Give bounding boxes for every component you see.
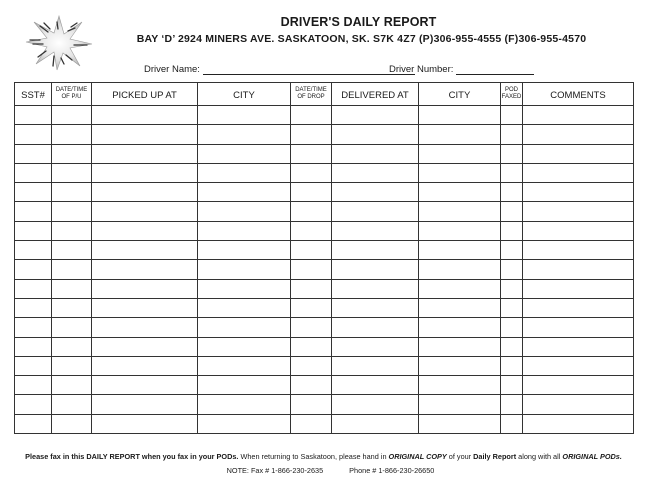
cell-comments[interactable] <box>523 318 634 337</box>
cell-pod-faxed[interactable] <box>501 337 523 356</box>
cell-picked-up-at[interactable] <box>92 106 198 125</box>
cell-delivery-city[interactable] <box>419 183 501 202</box>
cell-delivery-city[interactable] <box>419 318 501 337</box>
cell-delivered-at[interactable] <box>332 376 419 395</box>
cell-picked-up-at[interactable] <box>92 202 198 221</box>
cell-pod-faxed[interactable] <box>501 260 523 279</box>
table-row <box>15 163 634 182</box>
table-row <box>15 395 634 414</box>
table-row <box>15 144 634 163</box>
cell-date-pu[interactable] <box>52 202 92 221</box>
cell-pod-faxed[interactable] <box>501 183 523 202</box>
cell-comments[interactable] <box>523 356 634 375</box>
cell-picked-up-at[interactable] <box>92 298 198 317</box>
cell-picked-up-at[interactable] <box>92 395 198 414</box>
cell-delivered-at[interactable] <box>332 279 419 298</box>
cell-pod-faxed[interactable] <box>501 356 523 375</box>
table-row <box>15 279 634 298</box>
cell-delivery-city[interactable] <box>419 414 501 433</box>
cell-pod-faxed[interactable] <box>501 202 523 221</box>
cell-pod-faxed[interactable] <box>501 221 523 240</box>
cell-sst[interactable] <box>15 298 52 317</box>
cell-picked-up-at[interactable] <box>92 163 198 182</box>
report-table <box>14 82 634 434</box>
cell-date-pu[interactable] <box>52 183 92 202</box>
cell-date-drop[interactable] <box>291 279 332 298</box>
cell-picked-up-at[interactable] <box>92 183 198 202</box>
cell-pod-faxed[interactable] <box>501 144 523 163</box>
cell-comments[interactable] <box>523 202 634 221</box>
cell-picked-up-at[interactable] <box>92 414 198 433</box>
cell-pickup-city[interactable] <box>198 106 291 125</box>
cell-delivery-city[interactable] <box>419 337 501 356</box>
cell-delivered-at[interactable] <box>332 106 419 125</box>
cell-pickup-city[interactable] <box>198 183 291 202</box>
cell-pickup-city[interactable] <box>198 356 291 375</box>
table-row <box>15 183 634 202</box>
cell-pod-faxed[interactable] <box>501 163 523 182</box>
cell-delivered-at[interactable] <box>332 337 419 356</box>
cell-delivered-at[interactable] <box>332 260 419 279</box>
instruction-emphasis-1: ORIGINAL COPY <box>388 452 447 461</box>
cell-delivery-city[interactable] <box>419 241 501 260</box>
table-row <box>15 260 634 279</box>
cell-date-drop[interactable] <box>291 144 332 163</box>
footer-contact-note <box>0 466 647 475</box>
cell-sst[interactable] <box>15 221 52 240</box>
cell-sst[interactable] <box>15 260 52 279</box>
cell-comments[interactable] <box>523 183 634 202</box>
cell-pod-faxed[interactable] <box>501 106 523 125</box>
cell-comments[interactable] <box>523 414 634 433</box>
cell-delivery-city[interactable] <box>419 376 501 395</box>
col-header-comments: COMMENTS <box>523 83 634 106</box>
cell-date-drop[interactable] <box>291 356 332 375</box>
cell-picked-up-at[interactable] <box>92 125 198 144</box>
cell-sst[interactable] <box>15 318 52 337</box>
cell-date-pu[interactable] <box>52 356 92 375</box>
cell-sst[interactable] <box>15 279 52 298</box>
report-title: DRIVER'S DAILY REPORT <box>280 15 437 29</box>
cell-sst[interactable] <box>15 106 52 125</box>
cell-delivered-at[interactable] <box>332 395 419 414</box>
cell-date-drop[interactable] <box>291 260 332 279</box>
table-row <box>15 318 634 337</box>
cell-comments[interactable] <box>523 106 634 125</box>
phone-number: Phone # 1-866-230-26650 <box>349 466 435 475</box>
cell-date-pu[interactable] <box>52 260 92 279</box>
instruction-bold-1: Please fax in this DAILY REPORT when you fax in your PODs. <box>25 452 239 461</box>
cell-sst[interactable] <box>15 202 52 221</box>
cell-date-pu[interactable] <box>52 298 92 317</box>
cell-sst[interactable] <box>15 241 52 260</box>
cell-date-pu[interactable] <box>52 337 92 356</box>
cell-date-pu[interactable] <box>52 414 92 433</box>
cell-pod-faxed[interactable] <box>501 298 523 317</box>
cell-comments[interactable] <box>523 163 634 182</box>
driver-number-input[interactable] <box>456 64 534 75</box>
cell-delivery-city[interactable] <box>419 298 501 317</box>
driver-name-field[interactable] <box>144 64 415 75</box>
cell-date-drop[interactable] <box>291 106 332 125</box>
cell-delivery-city[interactable] <box>419 163 501 182</box>
cell-date-pu[interactable] <box>52 106 92 125</box>
cell-comments[interactable] <box>523 241 634 260</box>
cell-delivered-at[interactable] <box>332 144 419 163</box>
table-body <box>15 106 634 434</box>
cell-date-pu[interactable] <box>52 395 92 414</box>
cell-delivery-city[interactable] <box>419 106 501 125</box>
table-row <box>15 221 634 240</box>
cell-delivery-city[interactable] <box>419 125 501 144</box>
table-row <box>15 414 634 433</box>
cell-pod-faxed[interactable] <box>501 395 523 414</box>
table-row <box>15 125 634 144</box>
cell-comments[interactable] <box>523 221 634 240</box>
cell-picked-up-at[interactable] <box>92 279 198 298</box>
cell-sst[interactable] <box>15 376 52 395</box>
cell-date-drop[interactable] <box>291 376 332 395</box>
cell-sst[interactable] <box>15 144 52 163</box>
col-header-date-drop: DATE/TIME OF DROP <box>291 83 332 106</box>
driver-name-label: Driver Name: <box>144 64 200 75</box>
cell-sst[interactable] <box>15 414 52 433</box>
cell-delivery-city[interactable] <box>419 260 501 279</box>
cell-pickup-city[interactable] <box>198 144 291 163</box>
cell-date-pu[interactable] <box>52 125 92 144</box>
cell-picked-up-at[interactable] <box>92 376 198 395</box>
cell-pickup-city[interactable] <box>198 279 291 298</box>
col-header-sst: SST# <box>15 83 52 106</box>
cell-pickup-city[interactable] <box>198 125 291 144</box>
cell-date-drop[interactable] <box>291 318 332 337</box>
cell-comments[interactable] <box>523 376 634 395</box>
cell-pod-faxed[interactable] <box>501 125 523 144</box>
cell-date-drop[interactable] <box>291 337 332 356</box>
driver-name-input[interactable] <box>203 64 415 75</box>
driver-number-label: Driver Number: <box>389 64 454 75</box>
table-row <box>15 356 634 375</box>
cell-date-pu[interactable] <box>52 318 92 337</box>
cell-date-pu[interactable] <box>52 163 92 182</box>
cell-pod-faxed[interactable] <box>501 279 523 298</box>
cell-delivered-at[interactable] <box>332 298 419 317</box>
cell-sst[interactable] <box>15 356 52 375</box>
cell-date-drop[interactable] <box>291 241 332 260</box>
cell-date-drop[interactable] <box>291 395 332 414</box>
col-header-pod-faxed: POD FAXED <box>501 83 523 106</box>
cell-delivery-city[interactable] <box>419 202 501 221</box>
instruction-emphasis-2: ORIGINAL PODs. <box>562 452 622 461</box>
cell-picked-up-at[interactable] <box>92 144 198 163</box>
cell-pickup-city[interactable] <box>198 163 291 182</box>
table-row <box>15 376 634 395</box>
fax-number: NOTE: Fax # 1-866-230-2635 <box>226 466 324 475</box>
table-row <box>15 337 634 356</box>
cell-comments[interactable] <box>523 298 634 317</box>
cell-pod-faxed[interactable] <box>501 414 523 433</box>
cell-pickup-city[interactable] <box>198 241 291 260</box>
col-header-date-pu: DATE/TIME OF P/U <box>52 83 92 106</box>
col-header-delivered-at: DELIVERED AT <box>332 83 419 106</box>
cell-pickup-city[interactable] <box>198 318 291 337</box>
cell-date-pu[interactable] <box>52 144 92 163</box>
col-header-delivery-city: CITY <box>419 83 501 106</box>
table-row <box>15 241 634 260</box>
cell-comments[interactable] <box>523 337 634 356</box>
cell-pod-faxed[interactable] <box>501 318 523 337</box>
cell-date-pu[interactable] <box>52 241 92 260</box>
cell-sst[interactable] <box>15 395 52 414</box>
cell-date-drop[interactable] <box>291 125 332 144</box>
cell-sst[interactable] <box>15 183 52 202</box>
cell-picked-up-at[interactable] <box>92 318 198 337</box>
cell-date-pu[interactable] <box>52 221 92 240</box>
cell-pod-faxed[interactable] <box>501 376 523 395</box>
cell-picked-up-at[interactable] <box>92 260 198 279</box>
cell-delivered-at[interactable] <box>332 414 419 433</box>
cell-date-pu[interactable] <box>52 279 92 298</box>
cell-delivery-city[interactable] <box>419 144 501 163</box>
cell-comments[interactable] <box>523 279 634 298</box>
cell-sst[interactable] <box>15 125 52 144</box>
cell-pickup-city[interactable] <box>198 221 291 240</box>
cell-picked-up-at[interactable] <box>92 241 198 260</box>
cell-delivered-at[interactable] <box>332 125 419 144</box>
cell-delivery-city[interactable] <box>419 356 501 375</box>
cell-sst[interactable] <box>15 163 52 182</box>
cell-delivered-at[interactable] <box>332 356 419 375</box>
cell-date-drop[interactable] <box>291 202 332 221</box>
cell-pickup-city[interactable] <box>198 298 291 317</box>
cell-date-drop[interactable] <box>291 298 332 317</box>
cell-pickup-city[interactable] <box>198 395 291 414</box>
instruction-text-1: When returning to Saskatoon, please hand in <box>238 452 389 461</box>
col-header-picked-up-at: PICKED UP AT <box>92 83 198 106</box>
cell-date-drop[interactable] <box>291 163 332 182</box>
cell-pickup-city[interactable] <box>198 260 291 279</box>
cell-delivered-at[interactable] <box>332 221 419 240</box>
cell-picked-up-at[interactable] <box>92 337 198 356</box>
driver-number-field[interactable] <box>389 64 534 75</box>
cell-pickup-city[interactable] <box>198 337 291 356</box>
company-address: BAY ‘D’ 2924 MINERS AVE. SASKATOON, SK. S7K 4Z7 (P)306-955-4555 (F)306-955-4570 <box>136 33 587 45</box>
cell-delivery-city[interactable] <box>419 221 501 240</box>
cell-date-drop[interactable] <box>291 183 332 202</box>
instruction-bold-2: Daily Report <box>473 452 517 461</box>
cell-delivered-at[interactable] <box>332 163 419 182</box>
cell-pod-faxed[interactable] <box>501 241 523 260</box>
table-row <box>15 202 634 221</box>
instruction-text-2: of your <box>446 452 474 461</box>
cell-pickup-city[interactable] <box>198 376 291 395</box>
cell-delivery-city[interactable] <box>419 395 501 414</box>
cell-date-pu[interactable] <box>52 376 92 395</box>
footer-instructions <box>0 452 647 461</box>
cell-date-drop[interactable] <box>291 414 332 433</box>
instruction-text-3: along with all <box>516 452 563 461</box>
cell-pickup-city[interactable] <box>198 414 291 433</box>
table-header-row <box>15 83 634 106</box>
cell-delivered-at[interactable] <box>332 318 419 337</box>
cell-sst[interactable] <box>15 337 52 356</box>
cell-picked-up-at[interactable] <box>92 356 198 375</box>
table-row <box>15 298 634 317</box>
cell-date-drop[interactable] <box>291 221 332 240</box>
col-header-pickup-city: CITY <box>198 83 291 106</box>
cell-delivered-at[interactable] <box>332 183 419 202</box>
cell-comments[interactable] <box>523 395 634 414</box>
cell-picked-up-at[interactable] <box>92 221 198 240</box>
cell-pickup-city[interactable] <box>198 202 291 221</box>
cell-comments[interactable] <box>523 125 634 144</box>
cell-comments[interactable] <box>523 144 634 163</box>
cell-delivered-at[interactable] <box>332 241 419 260</box>
table-row <box>15 106 634 125</box>
cell-delivery-city[interactable] <box>419 279 501 298</box>
cell-delivered-at[interactable] <box>332 202 419 221</box>
cell-comments[interactable] <box>523 260 634 279</box>
